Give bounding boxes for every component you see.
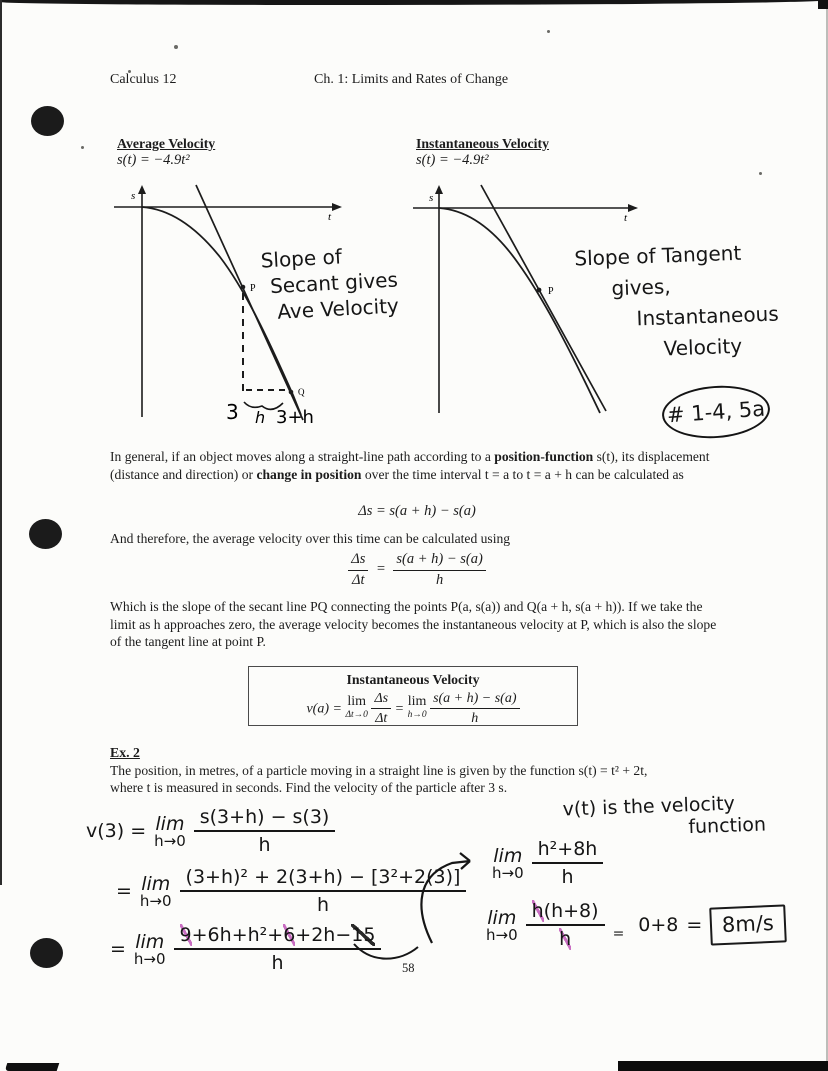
secant-note [260, 240, 400, 325]
step3-tail: +2h− [295, 924, 352, 946]
equals-sign: = [116, 880, 132, 902]
work-step-5 [486, 900, 786, 950]
secant-note-line3: Ave Velocity [276, 293, 400, 324]
avg-frac-lhs-den: Δt [348, 570, 368, 590]
hand-lim-word: lim [135, 930, 165, 953]
tangent-note [574, 237, 780, 368]
right-y-axis-label: s [429, 192, 434, 204]
scan-corner-mark [818, 0, 828, 9]
hand-lim-sub: h→0 [133, 949, 166, 968]
scan-edge-top [0, 0, 828, 5]
lim-word: lim [407, 693, 427, 709]
hole-punch-middle [29, 519, 62, 549]
homework-assignment-text: # 1-4, 5a [666, 396, 766, 428]
curved-arrow [400, 835, 492, 950]
tangent-note-line3: Instantaneous [636, 301, 780, 331]
equals-sign: = [394, 700, 405, 716]
zero-plus-eight: 0+8 [638, 914, 679, 936]
step2-denominator: h [180, 890, 467, 916]
step3-numerator [174, 924, 382, 948]
p1-text: In general, if an object moves along a straight-line path according to a [110, 449, 495, 464]
example-2-label: Ex. 2 [110, 745, 140, 760]
paragraph-secant-slope: Which is the slope of the secant line PQ connecting the points P(a, s(a)) and Q(a + h, s(a + h)). If we take the limit as h approaches zero, the average velocity becomes the instantaneous velocity at P, which is also the slope of the tangent line at point P. [110, 599, 717, 650]
hole-punch-bottom [30, 938, 63, 968]
average-velocity-heading: Average Velocity [117, 136, 216, 151]
hand-lim-sub: h→0 [492, 863, 524, 882]
hand-lim-sub: h→0 [486, 925, 518, 944]
avg-frac-rhs-den: h [393, 570, 485, 590]
example-2-line2: where t is measured in seconds. Find the velocity of the particle after 3 s. [110, 780, 508, 795]
final-answer-box [710, 904, 787, 945]
cancelled-h-numerator: h [531, 900, 544, 922]
scan-speck [81, 146, 84, 149]
scan-mark-bottom-right [618, 1061, 828, 1071]
cancelled-9: 9 [179, 924, 192, 946]
left-x-axis-label: t [328, 211, 332, 223]
final-answer: 8m/s [721, 910, 775, 938]
box-frac2-num: s(a + h) − s(a) [433, 690, 517, 706]
velocity-note-line2: function [687, 813, 767, 839]
p1-text: over the time interval t = a to t = a + h can be calculated as [361, 466, 684, 482]
tangent-note-line2: gives, [611, 274, 672, 301]
scan-speck [547, 30, 550, 33]
left-y-axis-label: s [131, 190, 136, 202]
course-title: Calculus 12 [110, 72, 177, 87]
average-velocity-formula [110, 551, 724, 589]
step2-numerator: (3+h)² + 2(3+h) − [3²+2(3)] [185, 866, 461, 888]
definition-box-title: Instantaneous Velocity [346, 672, 480, 687]
avg-frac-rhs-num: s(a + h) − s(a) [396, 551, 483, 567]
equals-sign: = [612, 926, 625, 942]
step5-num-rest: (h+8) [543, 900, 599, 922]
tick-3h-label: 3+h [276, 407, 314, 428]
tick-h-label: h [255, 408, 266, 427]
step1-denominator: h [194, 830, 336, 856]
velocity-function-note [562, 791, 766, 842]
secant-note-line2: Secant gives [269, 267, 399, 299]
step1-numerator: s(3+h) − s(3) [199, 806, 330, 828]
tangent-note-line1: Slope of Tangent [574, 240, 742, 271]
hand-lim-word: lim [487, 906, 517, 929]
right-x-axis-label: t [624, 212, 628, 224]
p1-bold-change-in-position: change in position [256, 466, 362, 482]
box-frac1-num: Δs [374, 690, 389, 706]
equals-sign: = [110, 938, 126, 960]
equals-sign: = [686, 914, 703, 936]
paragraph-general [110, 448, 724, 483]
average-velocity-function: s(t) = −4.9t² [117, 152, 190, 168]
cancelled-h-denominator: h [559, 928, 572, 950]
hand-lim-word: lim [493, 844, 523, 867]
tangent-note-line4: Velocity [663, 333, 743, 361]
page-number: 58 [402, 961, 415, 975]
hole-punch-top [31, 106, 64, 136]
instantaneous-velocity-function: s(t) = −4.9t² [416, 152, 489, 168]
cancelled-6: 6 [283, 924, 296, 946]
instantaneous-velocity-heading: Instantaneous Velocity [416, 136, 550, 151]
step5-denominator [526, 924, 605, 950]
instantaneous-velocity-definition-box [248, 666, 578, 726]
v3-equals: v(3) = [86, 820, 147, 842]
definition-box-formula [249, 690, 577, 728]
hand-lim-word: lim [141, 872, 171, 895]
work-step-1 [86, 806, 335, 856]
box-frac1-den: Δt [371, 708, 391, 728]
v-of-a: v(a) = [306, 700, 342, 716]
step3-mid: +6h+h²+ [191, 924, 284, 946]
chapter-title: Ch. 1: Limits and Rates of Change [314, 72, 509, 87]
p1-text: s(t), its displacement (distance and direction) or [110, 449, 710, 482]
lim-word: lim [347, 693, 367, 709]
step4-numerator: h²+8h [537, 838, 598, 860]
left-point-q-label: Q [298, 387, 305, 397]
work-step-4 [492, 838, 603, 888]
left-point-p-label: P [250, 283, 256, 294]
homework-assignment-circled [660, 382, 771, 441]
scan-speck [174, 45, 178, 49]
right-point-p-label: P [548, 286, 554, 297]
hand-lim-word: lim [155, 812, 185, 835]
lim1-subscript: Δt→0 [345, 710, 368, 721]
example-2-line1: The position, in metres, of a particle moving in a straight line is given by the function s(t) = t² + 2t, [110, 763, 648, 778]
velocity-note-line1: v(t) is the velocity [562, 792, 736, 821]
work-step-3 [110, 924, 381, 974]
hand-lim-sub: h→0 [139, 891, 172, 910]
step3-denominator: h [174, 948, 382, 974]
tick-3-label: 3 [226, 400, 239, 424]
step5-numerator [526, 900, 605, 924]
hand-lim-sub: h→0 [154, 831, 186, 850]
step4-denominator: h [532, 862, 604, 888]
scan-mark-bottom-left [5, 1063, 60, 1071]
equals-sign: = [375, 561, 386, 578]
lim2-subscript: h→0 [407, 710, 427, 721]
scan-edge-left [0, 0, 2, 885]
cancelled-15: 15 [351, 924, 376, 946]
displacement-formula: Δs = s(a + h) − s(a) [358, 503, 476, 519]
scan-speck [759, 172, 762, 175]
secant-note-line1: Slope of [260, 244, 343, 273]
box-frac2-den: h [430, 708, 519, 728]
p1-bold-position-function: position-function [494, 449, 594, 464]
avg-frac-lhs-num: Δs [351, 551, 366, 567]
paragraph-average-velocity: And therefore, the average velocity over this time can be calculated using [110, 531, 511, 546]
